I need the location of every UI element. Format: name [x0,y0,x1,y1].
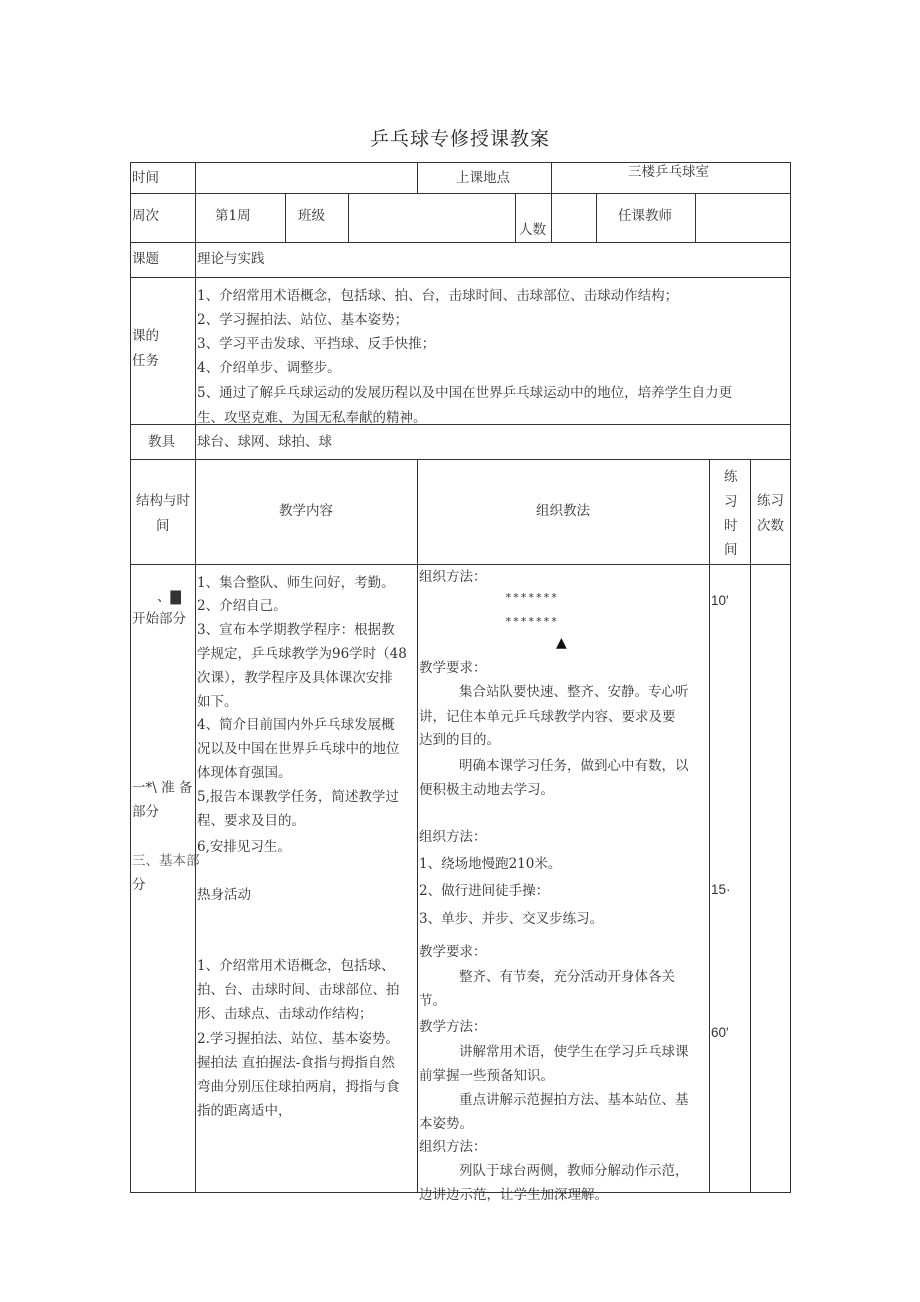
tasks-label: 课的 [132,328,159,344]
content-line: 3、宣布本学期教学程序：根据教 [197,622,395,638]
content-line: 学规定，乒乓球教学为96学时（48 [197,646,407,662]
method-line: 便积极主动地去学习。 [419,782,554,798]
method-cell [419,565,708,1203]
structure-header: 间 [156,518,170,534]
task-item: 生、攻坚克难、为国无私奉献的精神。 [197,410,427,426]
task-item: 4、介绍单步、调整步。 [197,360,341,376]
task-item: 5、通过了解乒乓球运动的发展历程以及中国在世界乒乓球运动中的地位，培养学生自力更 [197,385,733,401]
method-line: 列队于球台两侧，教师分解动作示范， [459,1163,689,1179]
col-divider [195,162,196,1193]
content-line: 如下。 [197,694,238,710]
teacher-label: 任课教师 [618,208,672,224]
section-prep: 部分 [132,804,159,820]
col-divider [515,193,516,242]
warmup-heading: 热身活动 [197,887,251,903]
col-divider [551,162,552,193]
org-method-label: 组织方法： [419,569,487,585]
table-border-top [130,162,791,163]
content-line: 形、击球点、击球动作结构； [197,1006,373,1022]
method-line: 明确本课学习任务，做到心中有数，以 [459,758,689,774]
count-header: 练习 [757,493,784,509]
tasks-label: 任务 [132,353,159,369]
section-mark: 一*\ 准 备 [132,780,193,796]
location-value: 三楼乒乓球室 [628,164,709,180]
row-divider [130,459,791,460]
content-line: 弯曲分别压住球拍两肩，拇指与食 [197,1079,400,1095]
time-value: 60' [711,1025,729,1040]
content-line: 6,安排见习生。 [197,839,291,855]
equipment-value: 球台、球网、球拍、球 [197,434,332,450]
task-item: 3、学习平击发球、平挡球、反手快推； [197,336,436,352]
time-header: 习 [724,494,738,510]
method-line: 达到的目的。 [419,732,500,748]
time-header: 练 [724,469,738,485]
week-label: 周次 [132,208,159,224]
table-border-right [790,162,791,1193]
task-item: 1、介绍常用术语概念，包括球、拍、台，击球时间、击球部位、击球动作结构； [197,288,679,304]
method-line: 前掌握一些预备知识。 [419,1068,554,1084]
content-line: 握拍法 直拍握法-食指与拇指自然 [197,1055,395,1071]
page-title: 乒乓球专修授课教案 [369,128,550,150]
class-label: 班级 [298,208,325,224]
teacher-triangle-icon: ▲ [556,635,567,651]
equipment-label: 教具 [148,434,175,450]
content-line: 1、介绍常用术语概念，包括球、 [197,958,395,974]
location-label: 上课地点 [456,170,510,186]
section-mark: 、▇ [157,589,181,605]
content-line: 拍、台、击球时间、击球部位、拍 [197,982,400,998]
content-line: 2.学习握拍法、站位、基本姿势。 [197,1031,399,1047]
method-line: 整齐、有节奏，充分活动开身体各关 [459,969,675,985]
col-divider [285,193,286,242]
topic-value: 理论与实践 [197,251,265,267]
col-divider [417,162,418,193]
content-line: 4、简介目前国内外乒乓球发展概 [197,717,395,733]
col-divider [417,459,418,1193]
col-divider [750,459,751,1193]
col-divider [348,193,349,242]
task-item: 2、学习握拍法、站位、基本姿势； [197,312,409,328]
method-line: 边讲边示范，让学生加深理解。 [419,1187,608,1203]
method-line: 讲，记住本单元乒乓球教学内容、要求及要 [419,709,676,725]
row-divider [130,242,791,243]
formation-row: ******* [505,591,559,604]
org-method-label: 组织方法： [419,1139,487,1155]
count-label: 人数 [519,222,546,238]
method-line: 2、做行进间徒手操： [419,883,550,899]
content-line: 1、集合整队、师生问好，考勤。 [197,575,395,591]
content-line: 指的距离适中， [197,1103,292,1119]
teaching-requirement-label: 教学要求： [419,660,487,676]
row-divider [130,193,791,194]
time-header: 时 [724,518,738,534]
formation-row: ******* [505,615,559,628]
method-line: 重点讲解示范握拍方法、基本站位、基 [459,1092,689,1108]
time-label: 时间 [132,170,159,186]
col-divider [551,193,552,242]
time-value: 15· [711,882,731,897]
teaching-requirement-label: 教学要求： [419,944,487,960]
col-divider [709,459,710,1193]
method-line: 本姿势。 [419,1116,473,1132]
tasks-cell [197,278,789,424]
teaching-method-label: 教学方法： [419,1019,487,1035]
structure-header: 结构与时 [136,493,190,509]
content-line: 体现体育强国。 [197,765,292,781]
time-header: 间 [724,542,738,558]
col-divider [695,193,696,242]
time-value: 10' [711,593,729,608]
method-line: 1、绕场地慢跑210米。 [419,856,562,872]
content-cell [197,565,416,1192]
section-start: 开始部分 [132,611,186,627]
content-line: 程、要求及目的。 [197,813,305,829]
content-line: 次课），教学程序及具体课次安排 [197,670,393,686]
content-line: 5,报告本课教学任务，简述教学过 [197,789,399,805]
method-line: 集合站队要快速、整齐、安静。专心听 [459,684,689,700]
method-line: 节。 [419,993,446,1009]
topic-label: 课题 [132,251,159,267]
section-basic: 分 [132,877,146,893]
section-mark: 三、基本部 [132,853,200,869]
org-method-label: 组织方法： [419,829,487,845]
count-header: 次数 [757,518,784,534]
week-value: 第1周 [215,208,251,224]
method-header: 组织教法 [536,503,590,519]
method-line: 3、单步、并步、交叉步练习。 [419,911,604,927]
method-line: 讲解常用术语，使学生在学习乒乓球课 [459,1044,689,1060]
content-line: 况以及中国在世界乒乓球中的地位 [197,741,400,757]
table-border-left [130,162,131,1193]
content-header: 教学内容 [279,503,333,519]
content-line: 2、介绍自己。 [197,598,287,614]
col-divider [596,193,597,242]
